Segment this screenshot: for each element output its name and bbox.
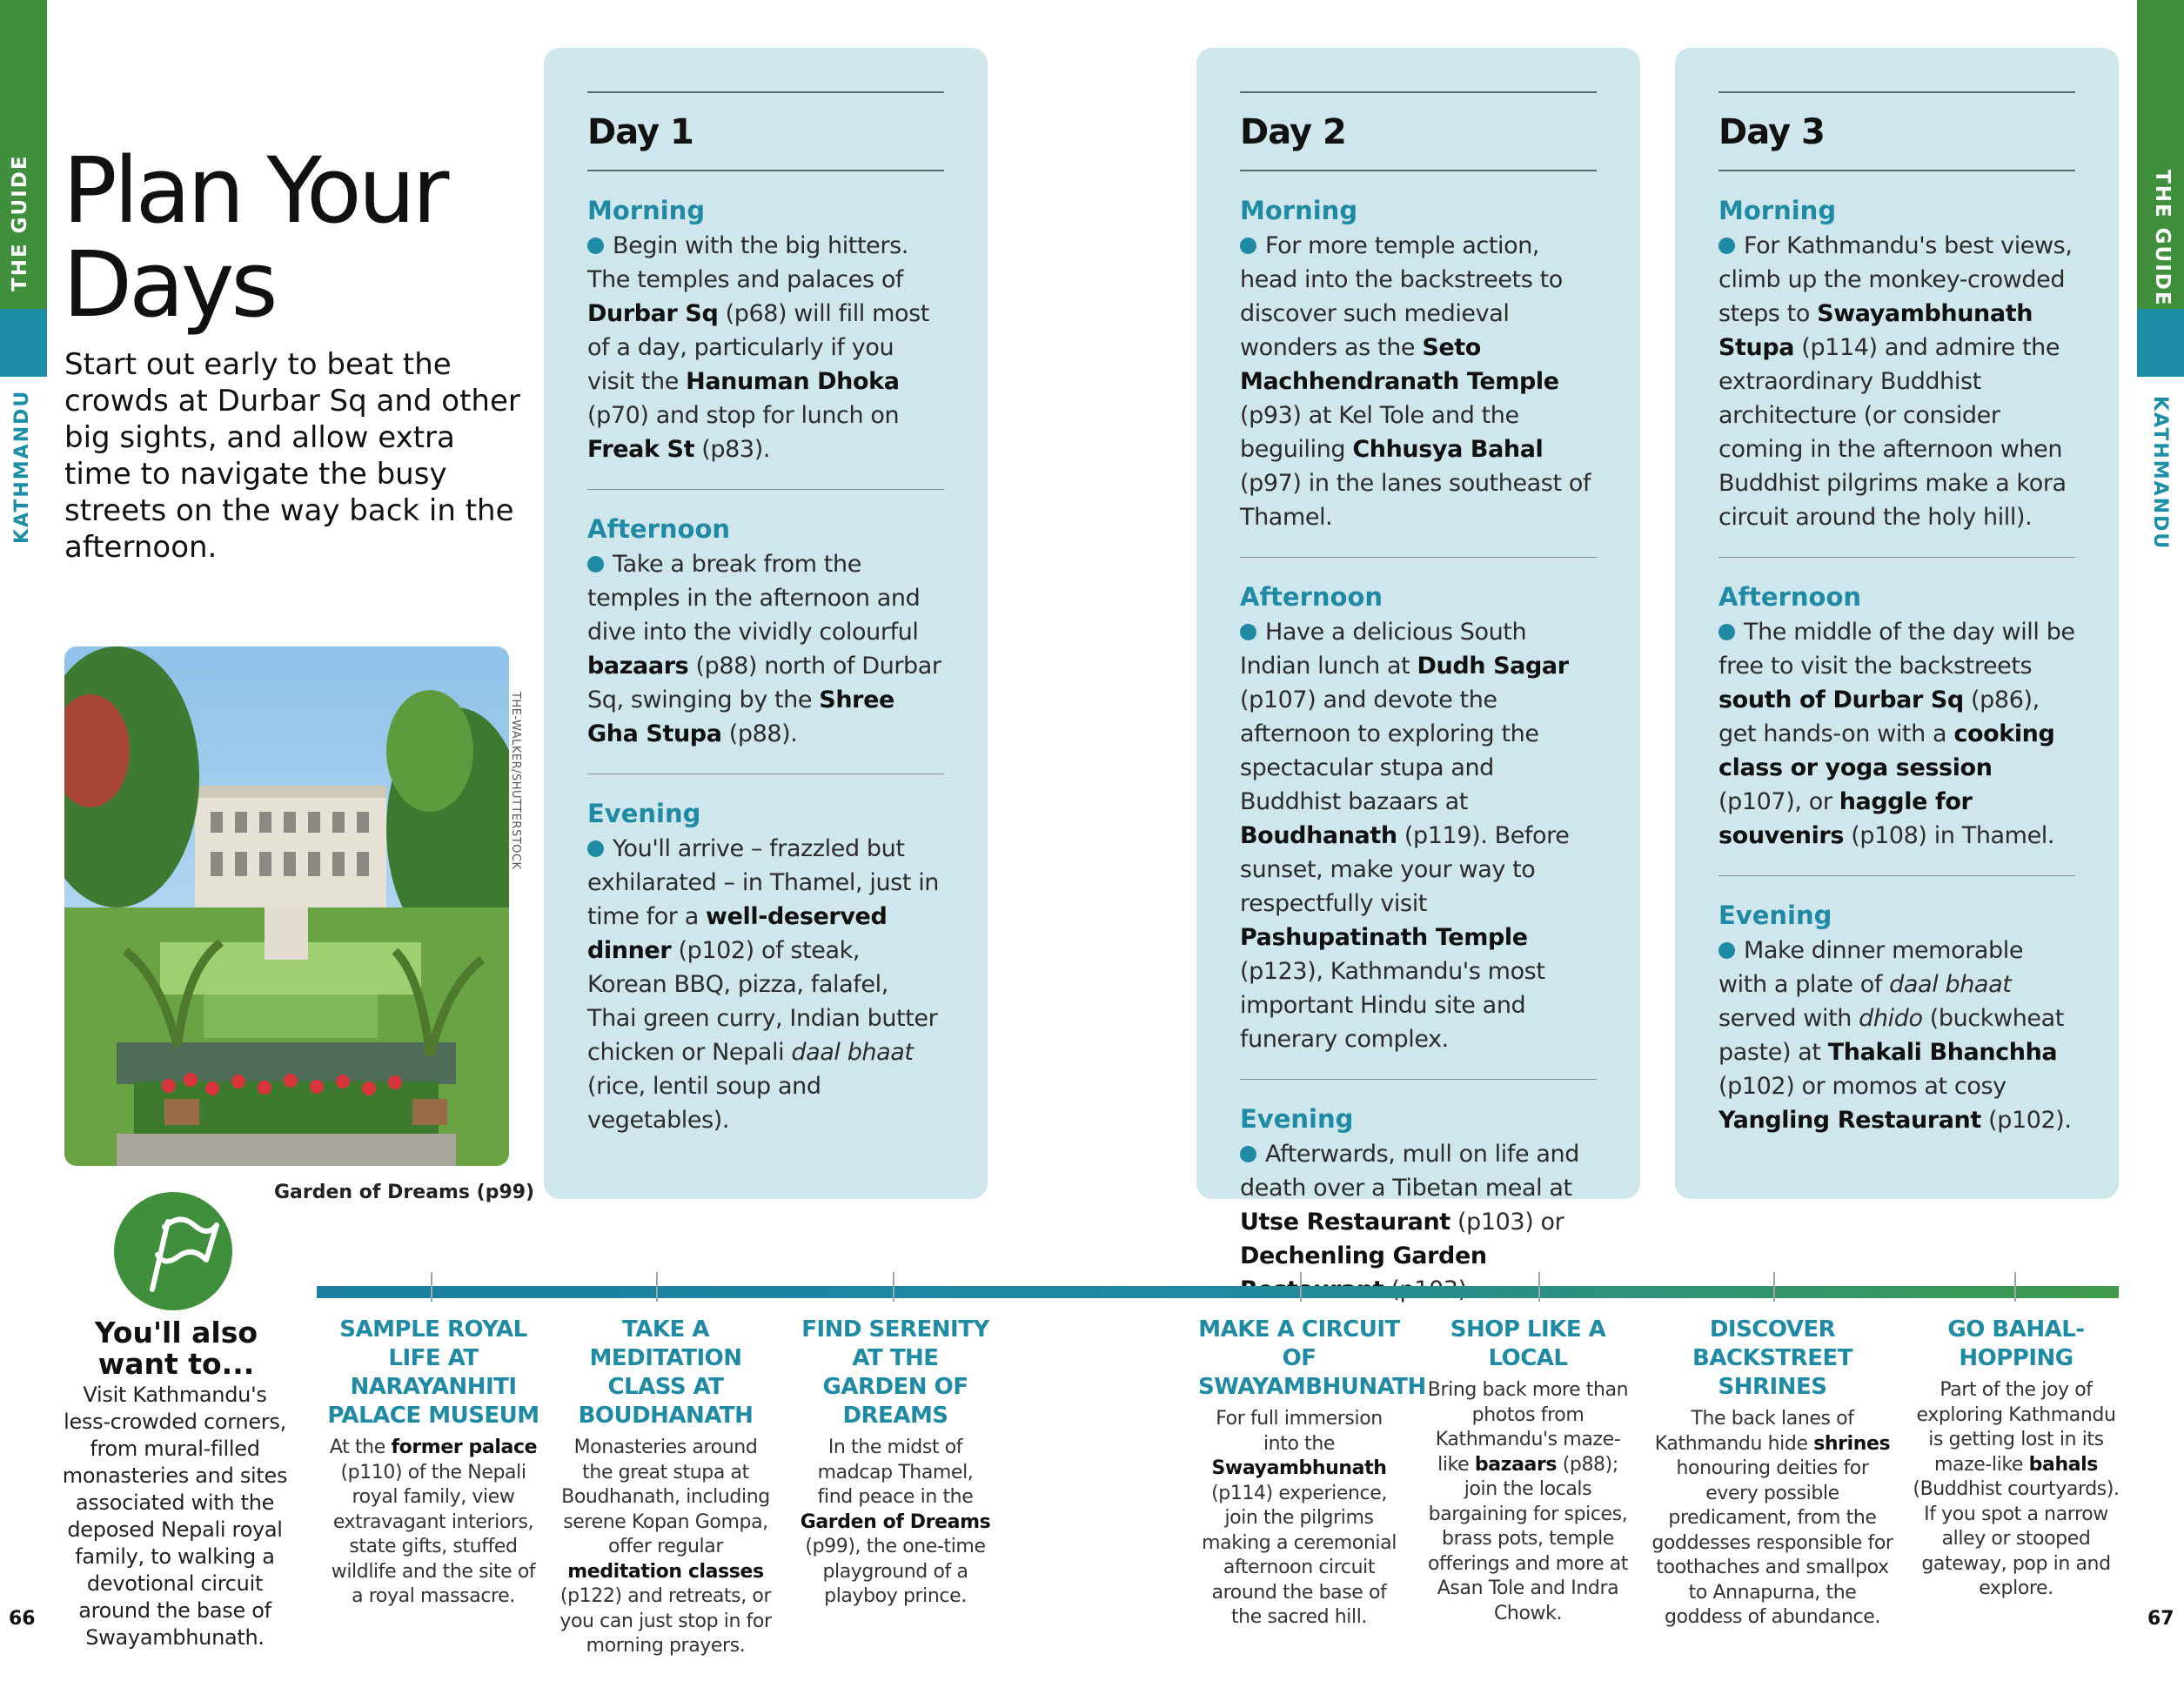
section-body xyxy=(1240,229,1597,534)
day-section-morning xyxy=(587,171,944,489)
activity-text-run: Bring back more than photos from Kathmandu's maze-like xyxy=(1427,1379,1629,1476)
activity-text-run: The back lanes of Kathmandu hide xyxy=(1654,1408,1854,1455)
day-section-afternoon xyxy=(587,490,944,774)
section-text-run: (p107), or xyxy=(1718,788,1839,815)
bullet-dot-icon xyxy=(587,840,604,857)
activity-heading: GO BAHAL-HOPPING xyxy=(1947,1316,2085,1371)
section-text-run: Make dinner memorable with a plate of xyxy=(1718,937,2024,998)
bullet-dot-icon xyxy=(1718,624,1735,640)
timeline-tick xyxy=(1773,1272,1775,1302)
section-text-run: (p102) or momos at cosy xyxy=(1718,1073,2006,1100)
activity-text-run: Swayambhunath xyxy=(1211,1457,1387,1479)
section-text-run: Utse Restaurant xyxy=(1240,1209,1450,1236)
activity-text-run: honouring deities for every possible predicament, from the goddesses responsible for toothaches and smallpox to Annapurna, the goddess of abundance. xyxy=(1651,1457,1893,1628)
section-text-run: Freak St xyxy=(587,436,695,463)
activity-2 xyxy=(557,1316,774,1659)
section-text-run: served with xyxy=(1718,1005,1859,1032)
page-title-line-2: Days xyxy=(63,231,275,338)
section-text-run: daal bhaat xyxy=(791,1039,914,1066)
section-heading: Afternoon xyxy=(587,514,731,544)
timeline-tick xyxy=(1300,1272,1302,1302)
section-text-run: (p86), get hands-on with a xyxy=(1718,686,2040,747)
activity-timeline-bar xyxy=(317,1286,2119,1298)
activity-body xyxy=(1912,1378,2120,1602)
activity-heading: MAKE A CIRCUIT OF SWAYAMBHUNATH xyxy=(1198,1316,1426,1400)
day-section-afternoon xyxy=(1240,558,1597,1079)
section-text-run: You'll arrive – frazzled but exhilarated – in Thamel, just in time for a xyxy=(587,835,940,930)
section-text-run: Shree Gha Stupa xyxy=(587,686,894,747)
day-column-3 xyxy=(1718,91,2075,1160)
section-text-run: For Kathmandu's best views, climb up the monkey-crowded steps to xyxy=(1718,232,2073,327)
also-body: Visit Kathmandu's less-crowded corners, from mural-filled monasteries and sites associated with the deposed Nepali royal family, to walking a devotional circuit around the base of Swayambhunath. xyxy=(62,1383,288,1650)
section-heading: Evening xyxy=(1240,1104,1354,1134)
activity-body xyxy=(557,1436,774,1659)
activity-text-run: For full immersion into the xyxy=(1216,1408,1383,1455)
activity-heading: SAMPLE ROYAL LIFE AT NARAYANHITI PALACE MUSEUM xyxy=(327,1316,539,1429)
section-heading: Afternoon xyxy=(1240,582,1383,612)
activity-body xyxy=(1198,1407,1400,1631)
activity-text-run: bazaars xyxy=(1474,1453,1558,1476)
section-text-run: (rice, lentil soup and vegetables). xyxy=(587,1073,821,1134)
activity-5 xyxy=(1424,1316,1632,1626)
section-text-run: Dudh Sagar xyxy=(1417,653,1569,680)
side-tab-section-label-left: THE GUIDE xyxy=(9,154,31,291)
section-heading: Afternoon xyxy=(1718,582,1862,612)
activity-text-run: (p99), the one-time playground of a playboy prince. xyxy=(805,1536,986,1607)
section-text-run: (p70) and stop for lunch on xyxy=(587,402,900,429)
section-text-run: (p102). xyxy=(1980,1107,2072,1134)
activity-heading: FIND SERENITY AT THE GARDEN OF DREAMS xyxy=(801,1316,989,1429)
activity-text-run: shrines xyxy=(1813,1432,1891,1455)
section-heading: Evening xyxy=(1718,901,1832,930)
section-text-run: (p88). xyxy=(721,720,798,747)
day-title: Day 2 xyxy=(1240,112,1346,152)
garden-of-dreams-photo xyxy=(64,646,509,1166)
bullet-dot-icon xyxy=(1240,238,1256,254)
section-text-run: Have a delicious South Indian lunch at xyxy=(1240,619,1527,680)
section-text-run: daal bhaat xyxy=(1889,971,2012,998)
also-heading: You'll also want to... xyxy=(94,1316,258,1381)
activity-6 xyxy=(1649,1316,1897,1631)
section-text-run: Boudhanath xyxy=(1240,822,1397,849)
photo-credit: THE-WALKER/SHUTTERSTOCK xyxy=(509,692,522,870)
activity-4 xyxy=(1198,1316,1426,1631)
timeline-tick xyxy=(656,1272,658,1302)
bullet-dot-icon xyxy=(587,238,604,254)
intro-paragraph: Start out early to beat the crowds at Durbar Sq and other big sights, and allow extra time to navigate the busy streets on the way back in the afternoon. xyxy=(64,347,520,565)
flag-badge xyxy=(114,1192,232,1310)
activity-heading: SHOP LIKE A LOCAL xyxy=(1450,1316,1606,1371)
photo-caption: Garden of Dreams (p99) xyxy=(274,1182,535,1203)
side-tab-region-label-right: KATHMANDU xyxy=(2149,396,2171,551)
activity-text-run: Garden of Dreams xyxy=(800,1510,991,1533)
side-tab-accent-left xyxy=(0,309,47,377)
section-text-run: The middle of the day will be free to visit the backstreets xyxy=(1718,619,2075,680)
bullet-dot-icon xyxy=(1718,942,1735,959)
activity-body xyxy=(1649,1407,1897,1631)
activity-body xyxy=(327,1436,540,1610)
activity-text-run: (p110) of the Nepali royal family, view extravagant interiors, state gifts, stuffed wildlife and the site of a royal massacre. xyxy=(331,1461,536,1607)
activity-text-run: In the midst of madcap Thamel, find peace in the xyxy=(817,1437,974,1508)
activity-text-run: (p88); join the locals bargaining for spices, brass pots, temple offerings and more at Asan Tole and Indra Chowk. xyxy=(1427,1453,1629,1624)
section-text-run: south of Durbar Sq xyxy=(1718,686,1964,713)
section-text-run: (p107) and devote the afternoon to exploring the spectacular stupa and Buddhist bazaars at xyxy=(1240,686,1539,815)
day-section-afternoon xyxy=(1718,558,2075,875)
section-text-run: Thakali Bhanchha xyxy=(1827,1039,2058,1066)
section-heading: Morning xyxy=(587,196,706,225)
section-text-run: Hanuman Dhoka xyxy=(686,368,900,395)
section-heading: Evening xyxy=(587,799,701,828)
day-column-2 xyxy=(1240,91,1597,1329)
activity-heading: TAKE A MEDITATION CLASS AT BOUDHANATH xyxy=(578,1316,754,1429)
day-section-morning xyxy=(1718,171,2075,557)
section-text-run: cooking class or yoga session xyxy=(1718,720,2055,781)
activity-body xyxy=(1424,1378,1632,1626)
side-tab-accent-right xyxy=(2137,309,2184,377)
day-section-evening xyxy=(587,774,944,1160)
section-text-run: dhido xyxy=(1859,1005,1923,1032)
activity-text-run: (Buddhist courtyards). If you spot a narrow alley or stooped gateway, pop in and explore. xyxy=(1913,1478,2120,1599)
section-text-run: Take a break from the temples in the afternoon and dive into the vividly colourful xyxy=(587,551,921,646)
section-text-run: Swayambhunath Stupa xyxy=(1718,300,2033,361)
section-text-run: Chhusya Bahal xyxy=(1352,436,1544,463)
activity-text-run: former palace xyxy=(391,1437,538,1458)
section-text-run: (p83). xyxy=(694,436,771,463)
section-body xyxy=(1718,229,2075,534)
garden-illustration xyxy=(64,646,509,1166)
activity-text-run: bahals xyxy=(2028,1453,2098,1476)
section-body xyxy=(1718,934,2075,1137)
section-text-run: Pashupatinath Temple xyxy=(1240,924,1528,951)
section-text-run: Seto Machhendranath Temple xyxy=(1240,334,1559,395)
section-text-run: (p123), Kathmandu's most important Hindu site and funerary complex. xyxy=(1240,958,1545,1053)
section-text-run: (p102) of steak, Korean BBQ, pizza, falafel, Thai green curry, Indian butter chicken or Nepali xyxy=(587,937,938,1066)
flag-icon xyxy=(114,1192,232,1310)
section-text-run: Durbar Sq xyxy=(587,300,719,327)
section-text-run: well-deserved dinner xyxy=(587,903,888,964)
section-body xyxy=(1240,615,1597,1056)
section-text-run: (p93) at Kel Tole and the beguiling xyxy=(1240,402,1519,463)
activity-text-run: Monasteries around the great stupa at Boudhanath, including serene Kopan Gompa, offer regular xyxy=(561,1437,770,1557)
bullet-dot-icon xyxy=(587,556,604,573)
activity-text-run: (p122) and retreats, or you can just stop in for morning prayers. xyxy=(559,1585,772,1657)
day-title: Day 3 xyxy=(1718,112,1825,152)
activity-text-run: meditation classes xyxy=(567,1560,764,1583)
section-text-run: (p97) in the lanes southeast of Thamel. xyxy=(1240,470,1591,531)
section-body xyxy=(587,229,944,466)
activity-7 xyxy=(1912,1316,2120,1602)
day-section-morning xyxy=(1240,171,1597,557)
section-body xyxy=(587,832,944,1137)
section-text-run: (p108) in Thamel. xyxy=(1844,822,2055,849)
bullet-dot-icon xyxy=(1240,1146,1256,1162)
timeline-tick xyxy=(2014,1272,2016,1302)
activity-text-run: At the xyxy=(329,1437,392,1458)
section-text-run: (p114) and admire the extraordinary Buddhist architecture (or consider coming in the afternoon when Buddhist pilgrims make a kora circuit around the holy hill). xyxy=(1718,334,2067,531)
page-number-right: 67 xyxy=(2147,1608,2174,1630)
day-section-evening xyxy=(1718,876,2075,1160)
section-text-run: (buckwheat paste) at xyxy=(1718,1005,2064,1066)
section-text-run: (p103) or xyxy=(1450,1209,1564,1236)
section-text-run: Dechenling Garden xyxy=(1240,1242,1487,1269)
bullet-dot-icon xyxy=(1240,624,1256,640)
activity-heading: DISCOVER BACKSTREET SHRINES xyxy=(1692,1316,1852,1400)
section-body xyxy=(1718,615,2075,853)
side-tab-section-label-right: THE GUIDE xyxy=(2151,170,2174,307)
activity-1 xyxy=(327,1316,540,1610)
day-title: Day 1 xyxy=(587,112,693,152)
page-title-line-1: Plan Your xyxy=(63,137,446,244)
page-title xyxy=(63,137,515,338)
activity-text-run: (p114) experience, join the pilgrims making a ceremonial afternoon circuit around the base of the sacred hill. xyxy=(1202,1482,1397,1628)
side-tab-region-label-left: KATHMANDU xyxy=(11,389,33,544)
activity-body xyxy=(798,1436,994,1610)
section-text-run: (p68) will fill most of a day, particularly if you visit the xyxy=(587,300,929,395)
section-text-run: haggle for souvenirs xyxy=(1718,788,1973,849)
section-heading: Morning xyxy=(1240,196,1358,225)
bullet-dot-icon xyxy=(1718,238,1735,254)
section-text-run: For more temple action, head into the backstreets to discover such medieval wonders as the xyxy=(1240,232,1563,361)
activity-3 xyxy=(798,1316,994,1610)
section-text-run: Begin with the big hitters. The temples and palaces of xyxy=(587,232,908,293)
section-body xyxy=(587,547,944,751)
activity-text-run: Part of the joy of exploring Kathmandu is getting lost in its maze-like xyxy=(1916,1379,2116,1476)
timeline-tick xyxy=(1538,1272,1540,1302)
section-text-run: Afterwards, mull on life and death over a Tibetan meal at xyxy=(1240,1141,1579,1202)
section-text-run: Yangling Restaurant xyxy=(1718,1107,1981,1134)
section-text-run: (p119). Before sunset, make your way to respectfully visit xyxy=(1240,822,1570,917)
section-text-run: (p88) north of Durbar Sq, swinging by the xyxy=(587,653,941,713)
page-number-left: 66 xyxy=(9,1608,36,1630)
day-column-1 xyxy=(587,91,944,1160)
timeline-tick xyxy=(893,1272,894,1302)
section-text-run: bazaars xyxy=(587,653,689,680)
timeline-tick xyxy=(431,1272,432,1302)
section-heading: Morning xyxy=(1718,196,1837,225)
section-body xyxy=(1240,1137,1597,1307)
